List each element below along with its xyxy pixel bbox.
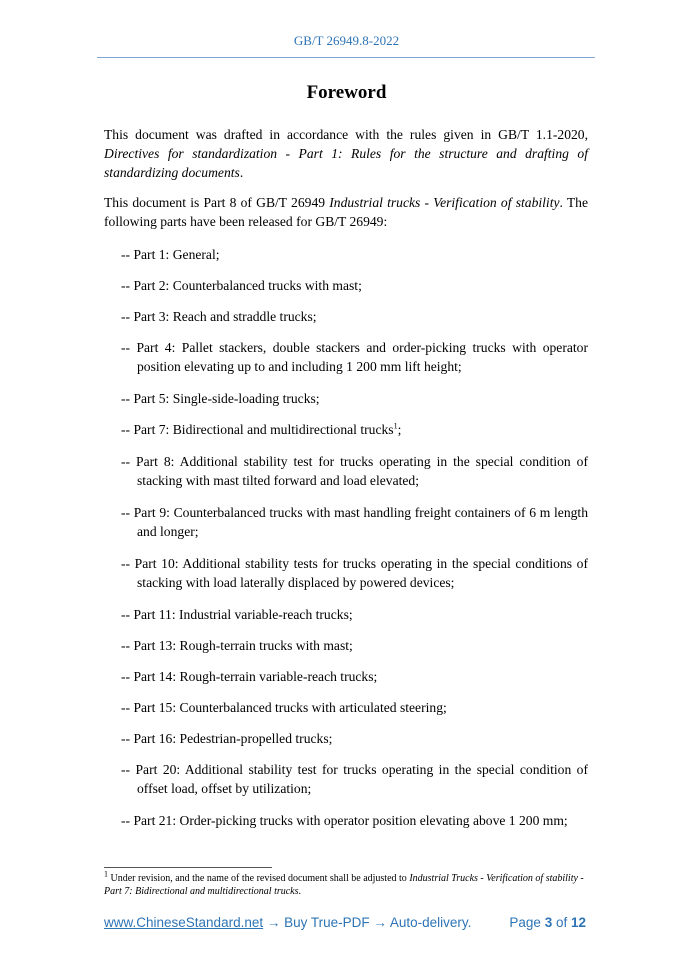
running-header: GB/T 26949.8-2022 bbox=[293, 33, 400, 48]
footnote-divider bbox=[104, 867, 272, 868]
list-item: -- Part 14: Rough-terrain variable-reach trucks; bbox=[121, 669, 378, 684]
page-number bbox=[509, 915, 586, 930]
para2-text: This document is Part 8 of GB/T 26949 bbox=[104, 195, 330, 210]
list-item: -- Part 9: Counterbalanced trucks with mast handling freight containers of 6 m length and longer; bbox=[121, 505, 588, 539]
parts-list bbox=[121, 245, 588, 843]
list-item: -- Part 13: Rough-terrain trucks with mast; bbox=[121, 638, 353, 653]
site-link[interactable]: www.ChineseStandard.net bbox=[104, 915, 264, 930]
part7-end: ; bbox=[397, 422, 402, 437]
list-item: -- Part 4: Pallet stackers, double stackers and order-picking trucks with operator position elevating up to and including 1 200 mm lift height; bbox=[121, 340, 588, 374]
footnote-ref: 1 bbox=[393, 421, 398, 431]
total-pages: 12 bbox=[570, 915, 586, 930]
para2-italic-title: Industrial trucks - Verification of stability bbox=[329, 195, 560, 210]
of-label: of bbox=[552, 915, 571, 930]
page-label: Page bbox=[509, 915, 545, 930]
para1-italic-title: Directives for standardization - Part 1: Rules for the structure and drafting of standardizing documents bbox=[104, 146, 588, 180]
list-item bbox=[121, 420, 588, 439]
list-item: -- Part 20: Additional stability test for trucks operating in the special condition of offset load, offset by utilization; bbox=[121, 762, 588, 796]
list-item: -- Part 11: Industrial variable-reach trucks; bbox=[121, 607, 353, 622]
footer-promo-text: → Buy True-PDF → Auto-delivery. bbox=[263, 915, 472, 930]
para2-end: . The following parts have been released for GB/T 26949: bbox=[104, 195, 589, 229]
list-item: -- Part 21: Order-picking trucks with operator position elevating above 1 200 mm; bbox=[121, 813, 568, 828]
page-footer bbox=[104, 915, 586, 935]
list-item: -- Part 3: Reach and straddle trucks; bbox=[121, 309, 317, 324]
list-item: -- Part 2: Counterbalanced trucks with mast; bbox=[121, 278, 362, 293]
list-item: -- Part 15: Counterbalanced trucks with articulated steering; bbox=[121, 700, 447, 715]
list-item: -- Part 1: General; bbox=[121, 247, 220, 262]
footnote-marker: 1 bbox=[104, 869, 108, 879]
footnote-italic: Industrial Trucks - Verification of stability - Part 7: Bidirectional and multidirectional trucks bbox=[104, 873, 584, 897]
list-item: -- Part 10: Additional stability tests for trucks operating in the special conditions of stacking with load laterally displaced by powered devices; bbox=[121, 556, 588, 590]
list-item: -- Part 16: Pedestrian-propelled trucks; bbox=[121, 731, 333, 746]
footnote bbox=[104, 869, 590, 898]
list-item: -- Part 5: Single-side-loading trucks; bbox=[121, 391, 320, 406]
footnote-end: . bbox=[298, 886, 302, 897]
list-item: -- Part 8: Additional stability test for trucks operating in the special condition of stacking with mast tilted forward and load elevated; bbox=[121, 454, 588, 488]
footer-promo bbox=[104, 915, 471, 930]
header-divider bbox=[97, 57, 595, 58]
foreword-paragraph-1 bbox=[104, 125, 588, 182]
para1-end: . bbox=[239, 165, 244, 180]
para1-text: This document was drafted in accordance with the rules given in GB/T 1.1-2020, bbox=[104, 127, 588, 142]
footnote-text: Under revision, and the name of the revised document shall be adjusted to bbox=[108, 873, 410, 884]
foreword-paragraph-2 bbox=[104, 193, 588, 231]
section-title: Foreword bbox=[306, 82, 387, 103]
current-page: 3 bbox=[544, 915, 553, 930]
part7-text: -- Part 7: Bidirectional and multidirectional trucks bbox=[121, 422, 394, 437]
